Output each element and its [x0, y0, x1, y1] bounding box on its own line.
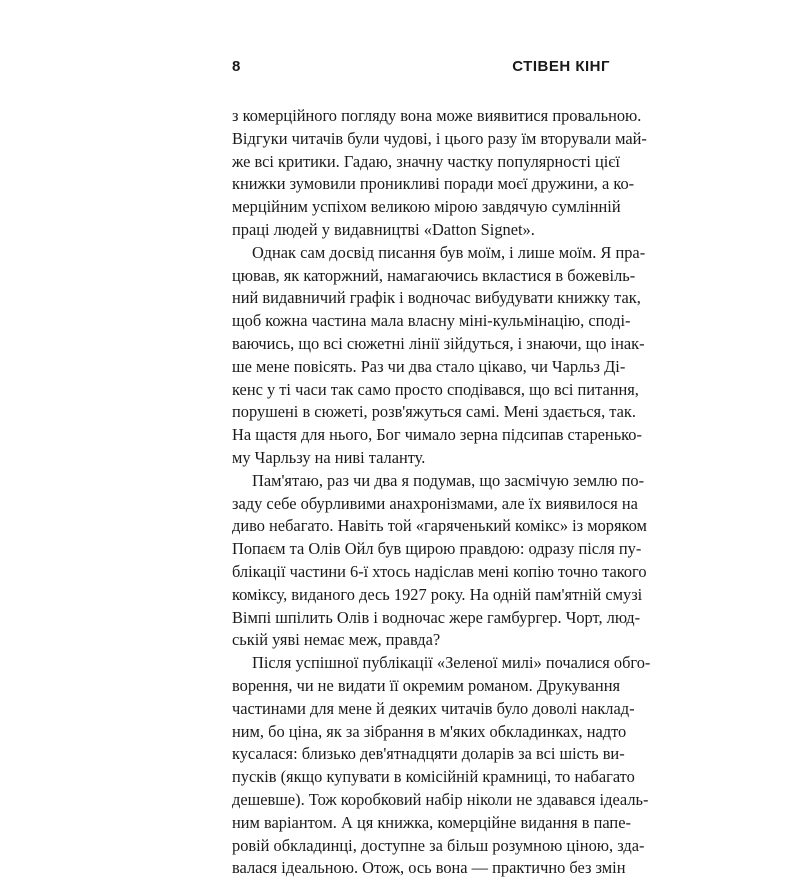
text-line: ровій обкладинці, доступне за більш розумною ціною, зда-: [232, 835, 645, 855]
text-line: Попаєм та Олів Ойл був щирою правдою: одразу після пу-: [232, 539, 642, 559]
text-line: мерційним успіхом великою мірою завдячую сумлінній: [232, 197, 621, 217]
text-line: ваючись, що всі сюжетні лінії зійдуться, і знаючи, що інак-: [232, 333, 645, 353]
text-line: з комерційного погляду вона може виявитися провальною.: [232, 106, 642, 125]
text-line: диво небагато. Навіть той «гаряченький комікс» із моряком: [232, 516, 647, 536]
text-line: На щастя для нього, Бог чимало зерна підсипав старенько-: [232, 425, 642, 445]
running-head-author: СТІВЕН КІНГ: [512, 58, 610, 75]
text-line: ворення, чи не видати її окремим романом. Друкування: [232, 675, 621, 695]
text-line: коміксу, виданого десь 1927 року. На одній пам'ятній смузі: [232, 584, 643, 604]
text-line: ним варіантом. А ця книжка, комерційне видання в папе-: [232, 812, 631, 832]
text-line: блікації частини 6-ї хтось надіслав мені копію точно такого: [232, 561, 647, 581]
text-line: порушені в сюжеті, розв'яжуться самі. Мені здається, так.: [232, 402, 636, 422]
text-line: ше мене повісять. Раз чи два стало цікаво, чи Чарльз Ді-: [232, 356, 626, 376]
text-line: Пам'ятаю, раз чи два я подумав, що засмічую землю по-: [252, 470, 645, 490]
text-line: частинами для мене й деяких читачів було доволі наклад-: [232, 698, 635, 718]
text-line: книжки зумовили проникливі поради моєї дружини, а ко-: [232, 174, 635, 194]
text-line: кусалася: близько дев'ятнадцяти доларів за всі шість ви-: [232, 744, 625, 764]
text-line: праці людей у видавництві «Datton Signet».: [232, 219, 535, 239]
text-line: Після успішної публікації «Зеленої милі» почалися обго-: [252, 653, 651, 673]
text-line: кенс у ті часи так само просто сподівався, що всі питання,: [232, 379, 639, 399]
text-line: Вімпі шпілить Олів і водночас жере гамбургер. Чорт, люд-: [232, 607, 641, 627]
text-line: дешевше). Тож коробковий набір ніколи не здавався ідеаль-: [232, 789, 649, 809]
text-line: му Чарльзу на ниві таланту.: [232, 447, 426, 467]
text-line: щоб кожна частина мала власну міні-кульмінацію, споді-: [232, 311, 631, 331]
text-line: ним, бо ціна, як за зібрання в м'яких обкладинках, надто: [232, 721, 627, 741]
text-line: Однак сам досвід писання був моїм, і лише моїм. Я пра-: [252, 242, 646, 262]
text-line: заду себе обурливими анахронізмами, але їх виявилося на: [232, 493, 638, 513]
text-line: пусків (якщо купувати в комісійній крамниці, то набагато: [232, 767, 635, 787]
running-head: [232, 58, 610, 80]
text-line: цював, як каторжний, намагаючись вкластися в божевіль-: [232, 265, 636, 285]
text-line: Відгуки читачів були чудові, і цього разу їм вторували май-: [232, 128, 647, 148]
text-line: ний видавничий графік і водночас вибудувати книжку так,: [232, 288, 641, 308]
text-line: же всі критики. Гадаю, значну частку популярності цієї: [232, 151, 620, 171]
text-line: валася ідеальною. Отож, ось вона — практично без змін: [232, 858, 626, 878]
page-number: 8: [232, 58, 241, 75]
text-line: ській уяві немає меж, правда?: [232, 630, 441, 650]
body-text: [232, 105, 651, 880]
